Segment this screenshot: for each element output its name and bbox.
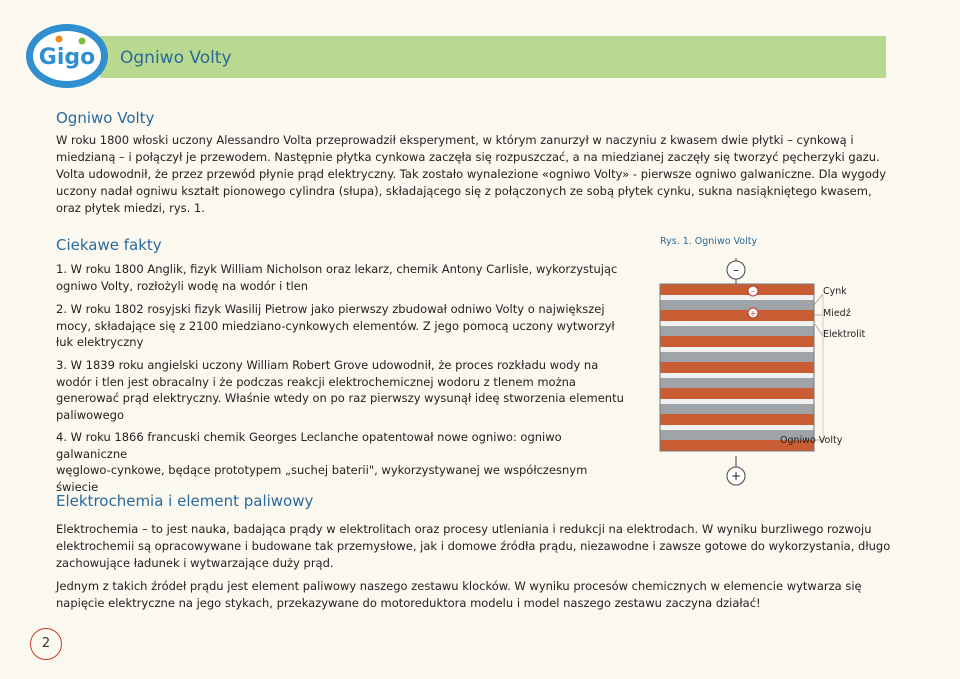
section-title-electrochemistry: Elektrochemia i element paliwowy: [56, 492, 314, 510]
intro-line: miedzianą – i połączył je przewodem. Następnie płytka cynkowa zaczęła się rozpuszczać, a na miedzianej zaczęły się tworzyć pęcherzyki gazu.: [56, 150, 880, 164]
fact-line: wodór i tlen jest obracalny i że podczas reakcji elektrochemicznej wodoru z tlenem można: [56, 374, 576, 389]
section-title-ogniwo: Ogniwo Volty: [56, 109, 155, 127]
label-zinc: Cynk: [823, 286, 847, 297]
fact-line: 2. W roku 1802 rosyjski fizyk Wasilij Pietrow jako pierwszy zbudował odniwo Volty o największej: [56, 302, 605, 316]
para-line: zachowujące ładunek i wytwarzające duży prąd.: [56, 556, 334, 570]
logo-text: Gigo: [38, 45, 96, 70]
small-plus-sign: +: [749, 309, 757, 318]
gigo-logo: [24, 22, 110, 90]
intro-line: Volta udowodnił, że przez przewód płynie prąd elektryczny. Tak zostało wynalezione «ogniwo Volty» - pierwsze ogniwo galwaniczne. Dla wygody: [56, 167, 886, 181]
minus-sign: –: [733, 263, 739, 277]
para-line: elektrochemii są opracowywane i budowane tak przemysłowe, jak i domowe źródła prądu, niezawodne i zawsze gotowe do wykorzystania, długo: [56, 539, 891, 553]
fact-item: [56, 357, 626, 423]
volta-pile-diagram: [640, 250, 890, 490]
intro-line: W roku 1800 włoski uczony Alessandro Volta przeprowadził eksperyment, w którym zanurzył w naczyniu z kwasem dwie płytki – cynkową i: [56, 133, 854, 147]
fact-line: 4. W roku 1866 francuski chemik Georges Leclanche opatentował nowe ogniwo: ogniwo galwaniczne: [56, 430, 562, 461]
section-title-facts: Ciekawe fakty: [56, 236, 162, 254]
label-electrolyte: Elektrolit: [823, 329, 866, 340]
fact-line: mocy, składające się z 2100 miedziano-cynkowych elementów. Z jego pomocą uczony wytworzył: [56, 318, 615, 333]
fact-line: 1. W roku 1800 Anglik, fizyk William Nicholson oraz lekarz, chemik Antony Carlisle, wykorzystując: [56, 262, 618, 276]
fact-line: paliwowego: [56, 407, 124, 422]
leader-electrolyte: [814, 323, 823, 336]
fact-line: łuk elektryczny: [56, 335, 144, 349]
para-line: Elektrochemia – to jest nauka, badająca prądy w elektrolitach oraz procesy utleniania i redukcji na elektrodach. W wyniku burzliwego rozwoju: [56, 522, 872, 536]
label-copper: Miedź: [823, 308, 851, 319]
para-line: napięcie elektryczne na jego stykach, przekazywane do motoreduktora modelu i model naszego zestawu zaczyna działać!: [56, 596, 761, 610]
fact-line: generować prąd elektryczny. Właśnie wtedy on po raz pierwszy wysunął ideę stworzenia elementu: [56, 391, 624, 405]
plus-sign: +: [730, 469, 742, 483]
para-line: Jednym z takich źródeł prądu jest element paliwowy naszego zestawu klocków. W wyniku procesów chemicznych w elemencie wytwarza się: [56, 579, 862, 593]
page-number: 2: [30, 628, 62, 660]
fact-line: ogniwo Volty, rozłożyli wodę na wodór i tlen: [56, 278, 309, 293]
fact-line: 3. W 1839 roku angielski uczony William Robert Grove udowodnił, że proces rozkładu wody na: [56, 358, 599, 372]
intro-line: oraz płytek miedzi, rys. 1.: [56, 201, 205, 215]
pile-stack: [660, 284, 814, 451]
page-title: Ogniwo Volty: [120, 48, 232, 68]
fact-item: [56, 301, 626, 351]
fact-item: [56, 429, 626, 495]
label-cell: Ogniwo Volty: [780, 435, 843, 446]
small-minus-sign: –: [751, 287, 755, 296]
intro-line: uczony nadał ogniwu kształt pionowego cylindra (słupa), składającego się z połączonych ze sobą płytek cynku, sukna nasiąkniętego kwasem,: [56, 184, 872, 198]
fact-item: [56, 261, 626, 294]
leader-zinc: [814, 294, 823, 305]
fact-line: węglowo-cynkowe, będące prototypem „suchej baterii", wykorzystywanej we współczesnym świecie: [56, 463, 588, 494]
figure-caption: Rys. 1. Ogniwo Volty: [660, 236, 758, 247]
